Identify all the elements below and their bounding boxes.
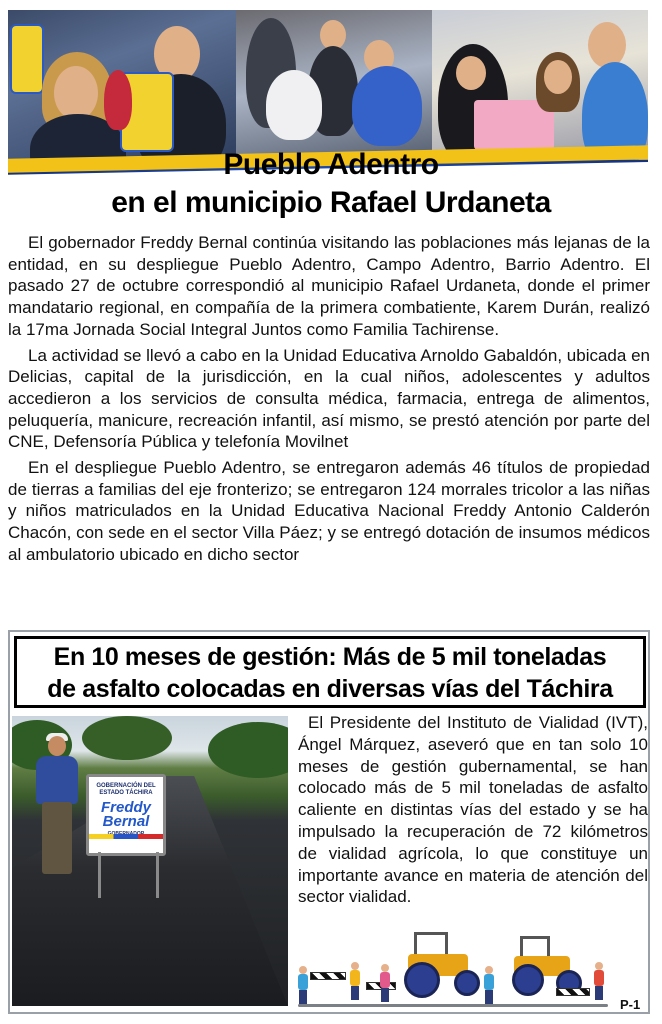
roller-cab (520, 936, 550, 958)
article-1-paragraph: El gobernador Freddy Bernal continúa visitando las poblaciones más lejanas de la entidad, en su despliegue Pueblo Adentro, Campo Adentro, Barrio Adentro. El pasado 27 de octubre correspondió al municipio Rafael Urdaneta, donde el primer mandatario regional, en compañía de la primera combatiente, Karem Durán, realizó la 17ma Jornada Social Integral Juntos como Familia Tachirense. (8, 233, 650, 339)
worker-pants (42, 802, 72, 874)
woman-face (456, 56, 486, 90)
sign-tricolor-stripe (89, 834, 163, 839)
road-barrier-icon (556, 988, 590, 996)
roller-cab (414, 932, 448, 956)
road-worker-figure (28, 736, 86, 886)
sign-leg (98, 852, 101, 898)
article-2-paragraph: El Presidente del Instituto de Vialidad (IVT), Ángel Márquez, aseveró que en tan solo 10 meses de gestión gubernamental, se han colocado más de 5 mil toneladas de asfalto caliente en distintas vías del estado y se ha impulsado la recuperación de 72 kilómetros de vialidad agrícola, lo que constituye un importante avance en materia de atención del sector vialidad. (298, 713, 648, 907)
gobernacion-sign (86, 774, 166, 856)
headline-2-line-1: En 10 meses de gestión: Más de 5 mil toneladas (53, 643, 607, 671)
woman-face (54, 66, 98, 120)
woman-face (544, 60, 572, 94)
photo-medical-attention (236, 10, 436, 170)
headline-1-line-1: Pueblo Adentro (223, 148, 439, 181)
construction-illustration (294, 932, 612, 1008)
ground-line (298, 1004, 608, 1007)
page-number: P-1 (620, 997, 641, 1012)
article-1-paragraph: En el despliegue Pueblo Adentro, se entregaron además 46 títulos de propiedad de tierras a familias del eje fronterizo; se entregaron 124 morrales tricolor a las niñas y niños matriculados en la Unidad Educativa Nacional Freddy Antonio Calderón Chacón, con sede en el sector Villa Páez; y se entregó dotación de insumos médicos al ambulatorio ubicado en dicho sector (8, 458, 650, 564)
sign-header-text: GOBERNACIÓN DEL ESTADO TÁCHIRA (96, 783, 156, 796)
asphalt-headline-banner (14, 636, 646, 708)
roller-wheel (454, 970, 480, 996)
worker-icon (350, 962, 360, 1000)
headline-2-line-2: de asfalto colocadas en diversas vías del Táchira (47, 675, 613, 703)
worker-icon (298, 966, 308, 1004)
tree-image (82, 716, 172, 760)
worker-icon (594, 962, 604, 1000)
backpack-image (10, 24, 44, 94)
worker-icon (380, 964, 390, 1002)
article-vialidad (298, 712, 648, 908)
hero-photo-collage (8, 10, 648, 214)
worker-shirt (36, 756, 78, 804)
worker-head (48, 736, 66, 756)
road-barrier-icon (310, 972, 346, 980)
article-pueblo-adentro (8, 232, 650, 570)
sign-leg (156, 852, 159, 898)
governor-blue-shirt (352, 66, 422, 146)
road-paving-photo (12, 716, 288, 1006)
governor-face (588, 22, 626, 68)
headline-1-line-2: en el municipio Rafael Urdaneta (111, 186, 551, 219)
child-figure (104, 70, 132, 130)
photo-governor-with-children (8, 10, 240, 170)
roller-drum (512, 964, 544, 996)
tree-image (208, 722, 288, 778)
sign-name-text: Freddy Bernal (100, 799, 151, 830)
worker-icon (484, 966, 494, 1004)
roller-drum (404, 962, 440, 998)
child-white-cap (266, 70, 322, 140)
article-1-paragraph: La actividad se llevó a cabo en la Unidad Educativa Arnoldo Gabaldón, ubicada en Delicias, capital de la jurisdicción, en la cual niños, adolescentes y adultos accedieron a los servicios de consulta médica, farmacia, entrega de alimentos, peluquería, manicure, recreación infantil, así mismo, se prestó atención por parte del CNE, Defensoría Pública y telefonía Movilnet (8, 345, 650, 452)
